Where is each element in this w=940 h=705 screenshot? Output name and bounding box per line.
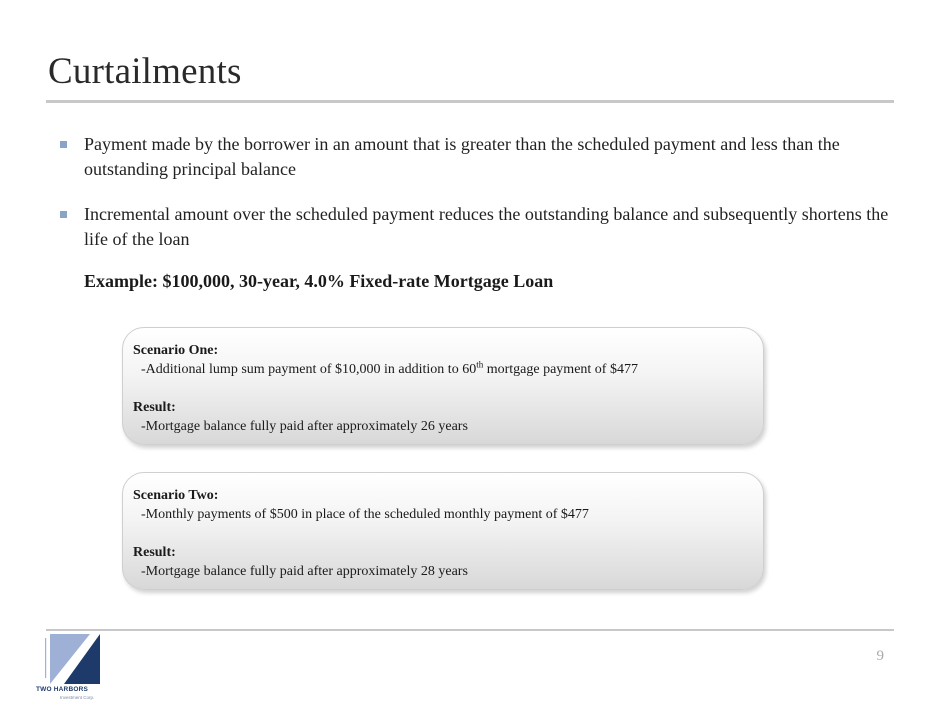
slide-title: Curtailments xyxy=(48,51,242,92)
scenario-heading: Scenario One: xyxy=(133,343,219,358)
result-description: -Mortgage balance fully paid after approximately 26 years xyxy=(141,419,468,434)
square-bullet-icon xyxy=(60,141,67,148)
logo-subtitle: Investment Corp. xyxy=(60,695,95,700)
scenario-description: -Additional lump sum payment of $10,000 in addition to 60th mortgage payment of $477 xyxy=(141,359,638,377)
page-number: 9 xyxy=(876,648,884,664)
logo-name: TWO HARBORS xyxy=(36,686,89,693)
bullet-text: Incremental amount over the scheduled payment reduces the outstanding balance and subsequently shortens the life of the loan xyxy=(84,204,889,249)
example-heading: Example: $100,000, 30-year, 4.0% Fixed-rate Mortgage Loan xyxy=(84,271,554,291)
square-bullet-icon xyxy=(60,211,67,218)
title-divider xyxy=(46,100,894,103)
bullet-item xyxy=(84,202,892,252)
bullet-text: Payment made by the borrower in an amount that is greater than the scheduled payment and less than the outstanding principal balance xyxy=(84,134,840,179)
scenario-description: -Monthly payments of $500 in place of the scheduled monthly payment of $477 xyxy=(141,507,589,522)
result-description: -Mortgage balance fully paid after approximately 28 years xyxy=(141,564,468,579)
result-heading: Result: xyxy=(133,545,176,560)
footer-divider xyxy=(46,629,894,631)
two-harbors-logo-icon xyxy=(34,632,106,704)
logo-side-line xyxy=(45,638,46,678)
scenario-two-box xyxy=(122,472,764,590)
result-heading: Result: xyxy=(133,400,176,415)
scenario-one-box xyxy=(122,327,764,445)
bullet-item xyxy=(84,132,892,182)
scenario-heading: Scenario Two: xyxy=(133,488,219,503)
